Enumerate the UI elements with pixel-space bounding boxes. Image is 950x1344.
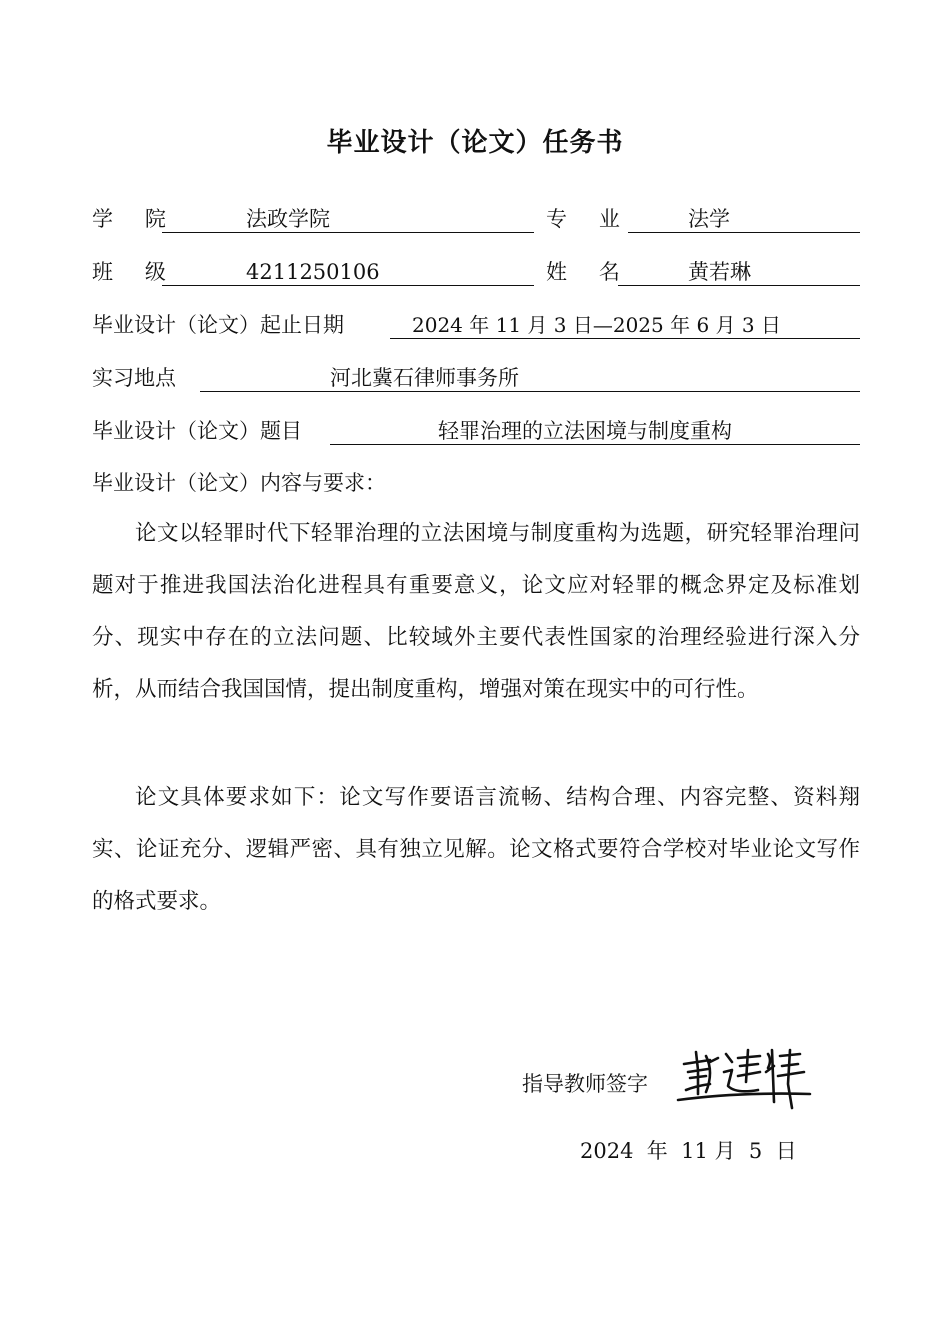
topic-label: 毕业设计（论文）题目 [92, 419, 302, 443]
college-label: 学 院 [92, 207, 179, 231]
content-label: 毕业设计（论文）内容与要求： [92, 471, 386, 495]
major-field: 法学 [628, 205, 860, 233]
content-paragraph-1: 论文以轻罪时代下轻罪治理的立法困境与制度重构为选题，研究轻罪治理问题对于推进我国法治化进程具有重要意义，论文应对轻罪的概念界定及标准划分、现实中存在的立法问题、比较域外主要代表性国家的治理经验进行深入分析，从而结合我国国情，提出制度重构，增强对策在现实中的可行性。 [92, 521, 860, 702]
advisor-signature-label: 指导教师签字 [522, 1072, 648, 1096]
class-field: 4211250106 [162, 258, 534, 286]
topic-field: 轻罪治理的立法困境与制度重构 [330, 417, 860, 445]
class-label: 班 级 [92, 260, 179, 284]
document-title: 毕业设计（论文）任务书 [326, 128, 624, 158]
location-field: 河北冀石律师事务所 [200, 364, 860, 392]
handwritten-signature [676, 1042, 816, 1112]
name-label: 姓 名 [546, 260, 633, 284]
college-field: 法政学院 [162, 205, 534, 233]
period-label: 毕业设计（论文）起止日期 [92, 313, 344, 337]
content-paragraph-2: 论文具体要求如下：论文写作要语言流畅、结构合理、内容完整、资料翔实、论证充分、逻辑严密、具有独立见解。论文格式要符合学校对毕业论文写作的格式要求。 [92, 785, 860, 914]
period-field: 2024 年 11 月 3 日—2025 年 6 月 3 日 [390, 311, 860, 339]
major-label: 专 业 [546, 207, 633, 231]
signature-date: 2024 年 11 月 5 日 [580, 1139, 797, 1163]
location-label: 实习地点 [92, 366, 176, 390]
name-field: 黄若琳 [618, 258, 860, 286]
